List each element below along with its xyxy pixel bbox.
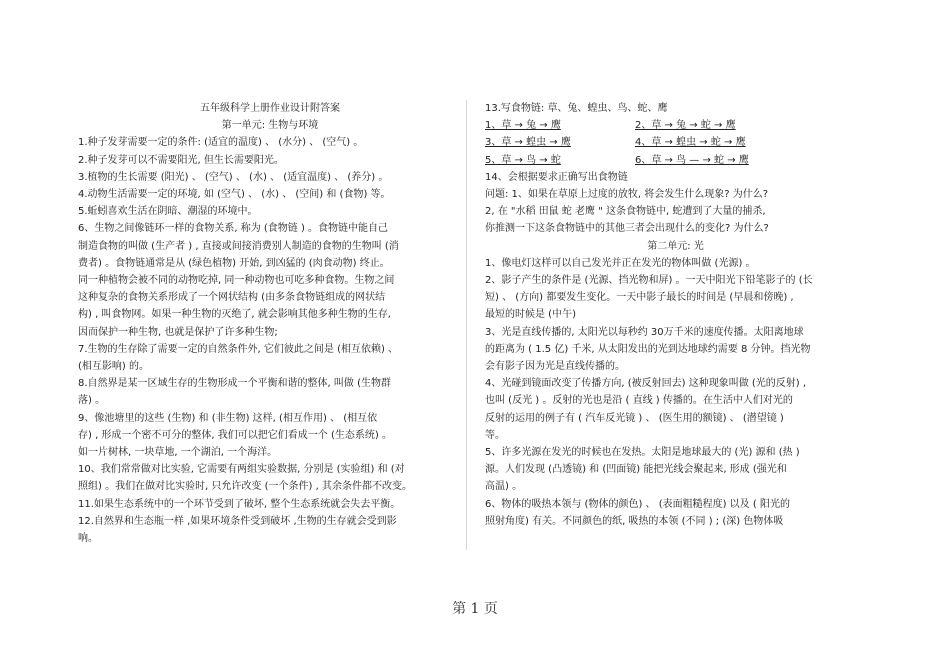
text-line: 反射的运用的例子有 ( 汽车反光镜 ) 、 (医生用的额镜) 、 (潜望镜 ): [485, 412, 784, 424]
text-line: 响。: [78, 533, 98, 545]
text-line: 2, 在 "水稻 田鼠 蛇 老鹰 " 这条食物链中, 蛇遭到了大量的捕杀,: [485, 206, 766, 218]
food-chain-row: [485, 134, 866, 151]
food-chain: 4、草 → 蝗虫 → 蛇 → 鹰: [635, 137, 746, 149]
text-line: 9、像池塘里的这些 (生物) 和 (非生物) 这样, (相互作用) 、 (相互依: [78, 412, 378, 424]
right-column: [485, 100, 866, 530]
text-line: 高温) 。: [485, 481, 523, 493]
text-line: (相互影响) 的。: [78, 361, 149, 373]
text-line: 8.自然界是某一区域生存的生物形成一个平衡和谐的整体, 叫做 (生物群: [78, 378, 391, 390]
food-chain: 1、草 → 兔 → 鹰: [485, 120, 561, 132]
text-line: 14、会根据要求正确写出食物链: [485, 171, 628, 183]
text-line: 2.种子发芽可以不需要阳光, 但生长需要阳光。: [78, 154, 284, 166]
text-line: 7.生物的生存除了需要一定的自然条件外, 它们彼此之间是 (相互依赖) 、: [78, 343, 399, 355]
text-line: 1.种子发芽需要一定的条件: (适宜的温度) 、 (水分) 、 (空气) 。: [78, 137, 364, 149]
document-title: 五年级科学上册作业设计附答案: [200, 103, 340, 114]
food-chain-row: [485, 117, 866, 134]
text-line: 同一种植物会被不同的动物吃掉, 同一种动物也可吃多种食物。生物之间: [78, 275, 395, 287]
food-chain: 2、草 → 兔 → 蛇 → 鹰: [635, 120, 736, 132]
text-line: 费者) 。食物链通常是从 (绿色植物) 开始, 到凶猛的 (肉食动物) 终止。: [78, 257, 390, 269]
text-line: 源。人们发现 (凸透镜) 和 (凹面镜) 能把光线会聚起来, 形成 (强光和: [485, 464, 787, 476]
text-line: 如一片树林, 一块草地, 一个湖泊, 一个海洋。: [78, 447, 278, 459]
text-line: 6、生物之间像链环一样的食物关系, 称为 (食物链 ) 。食物链中能自己: [78, 223, 389, 235]
text-line: 12.自然界和生态瓶一样 ,如果环境条件受到破坏 ,生物的生存就会受到影: [78, 515, 397, 527]
text-line: 问题: 1、如果在草原上过度的放牧, 将会发生什么现象? 为什么?: [485, 189, 769, 201]
text-line: 3、光是直线传播的, 太阳光以每秒约 30万千米的速度传播。太阳离地球: [485, 326, 804, 338]
food-chain: 3、草 → 蝗虫 → 鹰: [485, 137, 571, 149]
text-line: 10、我们常常做对比实验, 它需要有两组实验数据, 分别是 (实验组) 和 (对: [78, 464, 405, 476]
document-sheet: [78, 100, 866, 550]
left-column: [78, 100, 462, 547]
text-line: 2、影子产生的条件是 (光源、挡光物和屏) 。一天中阳光下铅笔影子的 (长: [485, 275, 813, 287]
text-line: 等。: [485, 429, 505, 441]
unit1-heading: 第一单元: 生物与环境: [221, 120, 319, 132]
text-line: 这种复杂的食物关系形成了一个网状结构 (由多条食物链组成的网状结: [78, 292, 386, 304]
text-line: 存) , 形成一个密不可分的整体, 我们可以把它们看成一个 (生态系统) 。: [78, 429, 392, 441]
text-line: 制造食物的叫做 (生产者 ) , 直接或间接消费别人制造的食物的生物叫 (消: [78, 240, 399, 252]
text-line: 3.植物的生长需要 (阳光) 、 (空气) 、 (水) 、 (适宜温度) 、 (养分) 。: [78, 171, 389, 183]
text-line: 也叫 (反光 ) 。反射的光也是沿 ( 直线 ) 传播的。在生活中人们对光的: [485, 395, 793, 407]
text-line: 4.动物生活需要一定的环境, 如 (空气) 、 (水) 、 (空间) 和 (食物) 等。: [78, 189, 391, 201]
text-line: 短) 、 (方向) 都要发生变化。一天中影子最长的时间是 (早晨和傍晚) ,: [485, 292, 794, 304]
text-line: 11.如果生态系统中的一个环节受到了破坏, 整个生态系统就会失去平衡。: [78, 498, 401, 510]
text-line: 会有影子因为光是直线传播的。: [485, 361, 625, 373]
text-line: 照射角度) 有关。不同颜色的纸, 吸热的本领 (不同 ) ; (深) 色物体吸: [485, 515, 784, 527]
food-chain: 5、草 → 鸟 → 蛇: [485, 154, 561, 166]
text-line: 构) , 叫食物网。如果一种生物的灭绝了, 就会影响其他多种生物的生存,: [78, 309, 391, 321]
text-line: 照组) 。我们在做对比实验时, 只允许改变 (一个条件) , 其余条件都不改变。: [78, 481, 412, 493]
unit2-heading: 第二单元: 光: [647, 240, 704, 252]
text-line: 5.蚯蚓喜欢生活在阴暗、潮湿的环境中。: [78, 206, 258, 218]
text-line: 你推测一下这条食物链中的其他三者会出现什么的变化? 为什么?: [485, 223, 769, 235]
food-chain: 6、草 → 鸟 — → 蛇 → 鹰: [635, 154, 749, 166]
text-line: 因而保护一种生物, 也就是保护了许多种生物;: [78, 326, 278, 338]
page-number: 第 1 页: [452, 601, 498, 617]
text-line: 的距离为 ( 1.5 亿) 千米, 从太阳发出的光到达地球约需要 8 分钟。挡光物: [485, 343, 811, 355]
food-chain-row: [485, 152, 866, 169]
q13-line: 13.写食物链: 草、兔、蝗虫、鸟、蛇、鹰: [485, 103, 668, 114]
text-line: 最短的时候是 (中午): [485, 309, 576, 321]
text-line: 5、许多光源在发光的时候也在发热。太阳是地球最大的 (光) 源和 (热 ): [485, 447, 800, 459]
text-line: 1、像电灯这样可以自己发光并正在发光的物体叫做 (光源) 。: [485, 257, 756, 269]
text-line: 落) 。: [78, 395, 106, 407]
text-line: 6、物体的吸热本领与 (物体的颜色) 、 (表面粗糙程度) 以及 ( 阳光的: [485, 498, 790, 510]
column-divider: [466, 100, 467, 550]
text-line: 4、光碰到镜面改变了传播方向, (被反射回去) 这种现象叫做 (光的反射) ,: [485, 378, 807, 390]
